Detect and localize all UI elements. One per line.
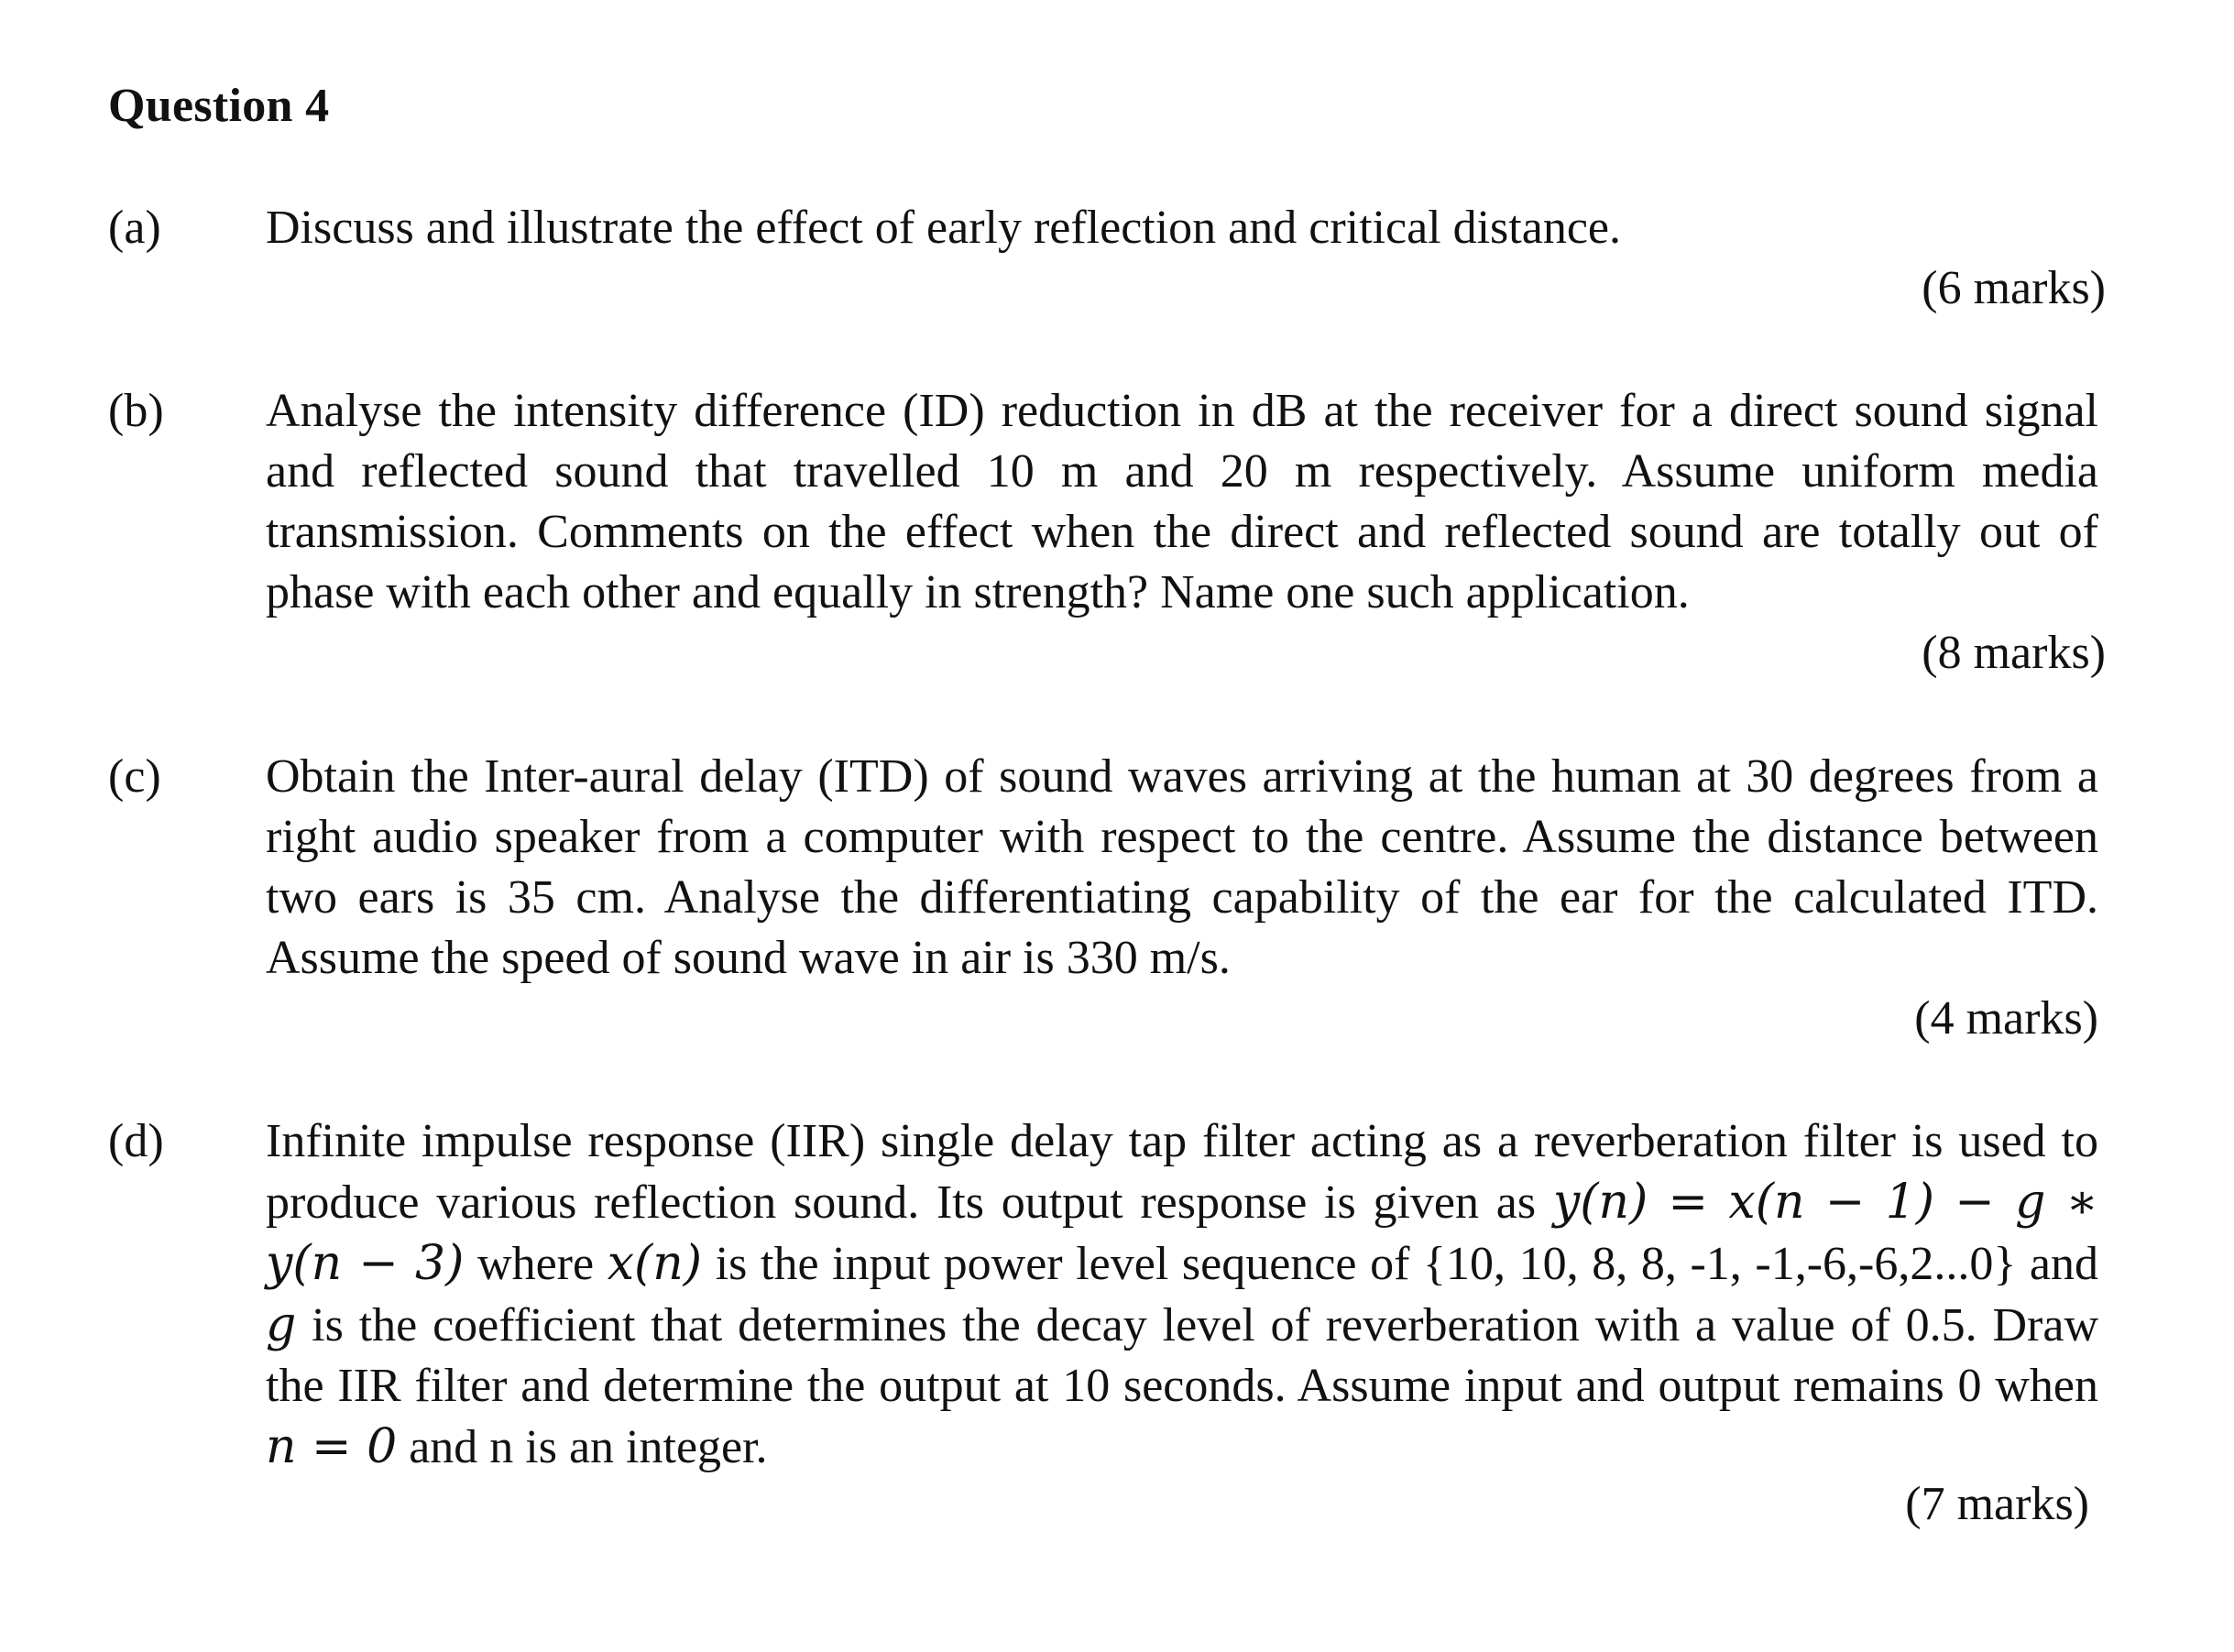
part-b-text: Analyse the intensity difference (ID) reduction in dB at the receiver for a direct sound signal and reflected sound that travelled 10 m and 20 m respectively. Assume uniform media transmission. Comments on the effect when the direct and reflected sound are totally out of phase with each other and equally in strength? Name one such application. bbox=[266, 385, 2098, 618]
part-a-text: Discuss and illustrate the effect of early reflection and critical distance. bbox=[266, 202, 1621, 254]
part-text bbox=[266, 198, 2098, 258]
input-symbol: x(n) bbox=[607, 1236, 703, 1291]
part-d-paragraph bbox=[266, 1111, 2098, 1478]
marks-label: (4 marks) bbox=[1914, 992, 2098, 1045]
part-label: (a) bbox=[108, 202, 161, 254]
initial-condition-equation: n = 0 bbox=[266, 1419, 398, 1474]
marks-label: (6 marks) bbox=[1922, 262, 2106, 314]
marks-label: (8 marks) bbox=[1922, 627, 2106, 679]
coefficient-symbol: g bbox=[266, 1297, 297, 1352]
part-label: (d) bbox=[108, 1115, 164, 1167]
text-run: is the coefficient that determines the decay level of reverberation with a value of 0.5. Draw the IIR filter and determine the output at 10 seconds. Assume input and output remains 0 when bbox=[266, 1299, 2098, 1412]
text-run: where bbox=[464, 1238, 608, 1290]
text-run: is the input power level sequence of {10, 10, 8, 8, -1, -1,-6,-6,2...0} and bbox=[702, 1238, 2099, 1290]
text-run: and n is an integer. bbox=[397, 1421, 768, 1473]
part-text bbox=[266, 1111, 2098, 1478]
part-text bbox=[266, 747, 2098, 989]
part-c-text: Obtain the Inter-aural delay (ITD) of sound waves arriving at the human at 30 degrees from a right audio speaker from a computer with respect to the centre. Assume the distance between two ears is 35 cm. Analyse the differentiating capability of the ear for the calculated ITD. Assume the speed of sound wave in air is 330 m/s. bbox=[266, 750, 2098, 984]
part-text bbox=[266, 381, 2098, 623]
output-equation: y(n) = x(n − 1) − g ∗ y(n − 3) bbox=[266, 1175, 2098, 1291]
text-run: Infinite impulse response (IIR) single delay tap filter acting as a reverberation filter is used to produce various reflection sound. Its output response is given as bbox=[266, 1115, 2098, 1229]
part-label: (c) bbox=[108, 750, 161, 803]
question-title: Question 4 bbox=[108, 80, 330, 132]
part-label: (b) bbox=[108, 385, 164, 437]
marks-label: (7 marks) bbox=[1905, 1478, 2089, 1530]
